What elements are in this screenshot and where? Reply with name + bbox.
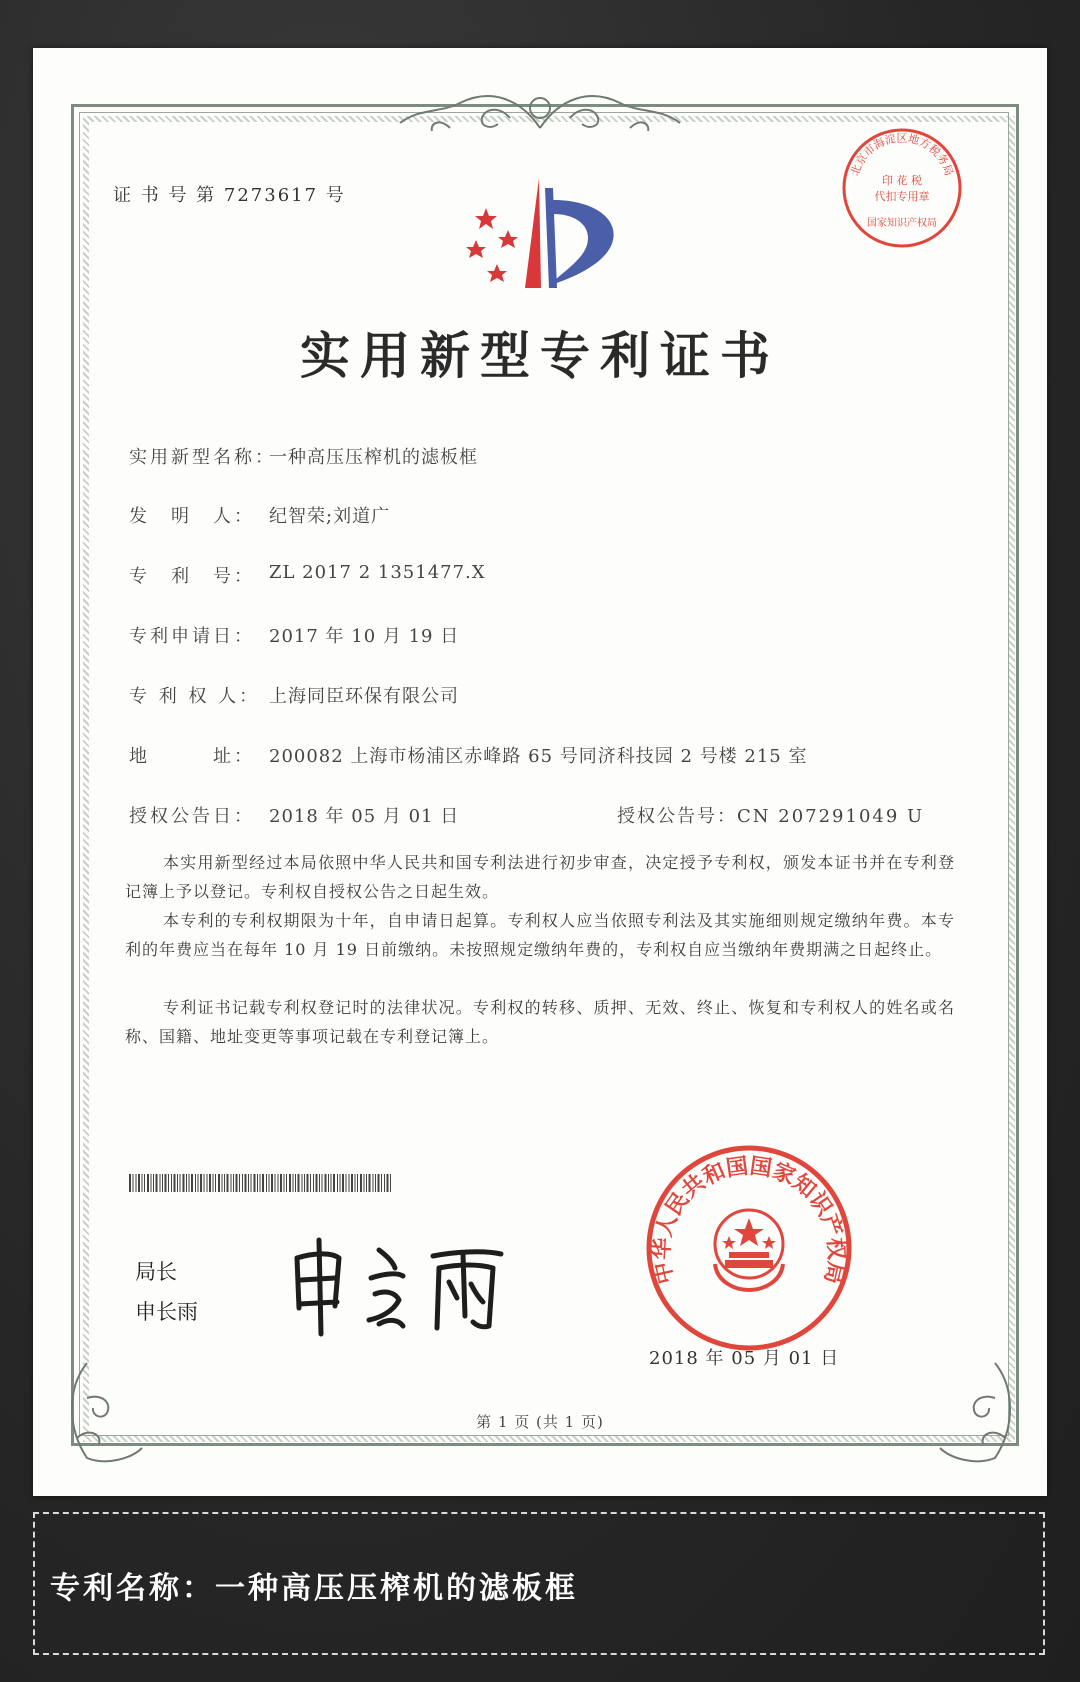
national-emblem-icon [715, 1210, 783, 1290]
field-label: 专 利 号： [129, 566, 255, 587]
field-value: 一种高压压榨机的滤板框 [269, 447, 478, 468]
page-number: 第 1 页 (共 1 页) [476, 1413, 604, 1431]
field-value: 纪智荣;刘道广 [269, 506, 391, 527]
field-label: 授权公告号： [617, 806, 737, 827]
field-utility-model-name [129, 443, 478, 469]
field-label: 地 址： [129, 746, 255, 767]
field-label: 专利申请日： [129, 626, 255, 647]
svg-text:国家知识产权局: 国家知识产权局 [867, 218, 937, 229]
director-name: 申长雨 [135, 1300, 198, 1324]
field-value: 2018 年 05 月 01 日 [269, 806, 460, 827]
patent-caption: 专利名称：一种高压压榨机的滤板框 [50, 1571, 578, 1606]
field-address [129, 742, 807, 768]
top-ornament [390, 78, 690, 138]
field-value: 200082 上海市杨浦区赤峰路 65 号同济科技园 2 号楼 215 室 [269, 746, 808, 767]
field-grant-announcement-date [129, 802, 459, 828]
field-value: 2017 年 10 月 19 日 [269, 626, 460, 647]
field-label: 专 利 权 人： [129, 686, 261, 707]
field-inventor [129, 502, 390, 528]
certificate-number: 证 书 号 第 7273617 号 [113, 185, 346, 206]
field-grant-announcement-number [617, 802, 924, 828]
field-value: ZL 2017 2 1351477.X [269, 562, 486, 583]
seal-date: 2018 年 05 月 01 日 [649, 1348, 840, 1369]
certificate-paper [33, 48, 1047, 1496]
tax-stamp-seal [840, 126, 964, 250]
field-label: 实用新型名称： [129, 447, 276, 468]
paragraph-legal-status: 专利证书记载专利权登记时的法律状况。专利权的转移、质押、无效、终止、恢复和专利权人的姓名或名称、国籍、地址变更等事项记载在专利登记簿上。 [125, 998, 955, 1046]
svg-text:代扣专用章: 代扣专用章 [874, 190, 930, 203]
paragraph-grant-notice: 本实用新型经过本局依照中华人民共和国专利法进行初步审查，决定授予专利权，颁发本证书并在专利登记簿上予以登记。专利权自授权公告之日起生效。 [125, 853, 955, 901]
barcode [129, 1174, 391, 1192]
certificate-inner-border [79, 112, 1009, 1436]
field-value: 上海同臣环保有限公司 [269, 686, 459, 707]
field-patentee [129, 682, 459, 708]
director-signature [283, 1228, 513, 1338]
certificate-title: 实用新型专利证书 [300, 326, 780, 385]
field-application-date [129, 622, 459, 648]
field-patent-number [129, 562, 486, 588]
paragraph-term-notice: 本专利的专利权期限为十年，自申请日起算。专利权人应当依照专利法及其实施细则规定缴纳年费。本专利的年费应当在每年 10 月 19 日前缴纳。未按照规定缴纳年费的，专利权自应当缴纳年费期满之日起终止。 [125, 911, 955, 959]
director-title: 局长 [135, 1260, 177, 1284]
field-label: 发 明 人： [129, 506, 255, 527]
svg-text:印 花 税: 印 花 税 [882, 174, 922, 187]
svg-text:北京市海淀区地方税务局: 北京市海淀区地方税务局 [848, 131, 956, 178]
field-label: 授权公告日： [129, 806, 255, 827]
field-value: CN 207291049 U [737, 806, 925, 827]
sipo-logo-icon [453, 178, 623, 298]
svg-text:中华人民共和国国家知识产权局: 中华人民共和国国家知识产权局 [649, 1154, 849, 1287]
sipo-official-seal [645, 1144, 853, 1352]
